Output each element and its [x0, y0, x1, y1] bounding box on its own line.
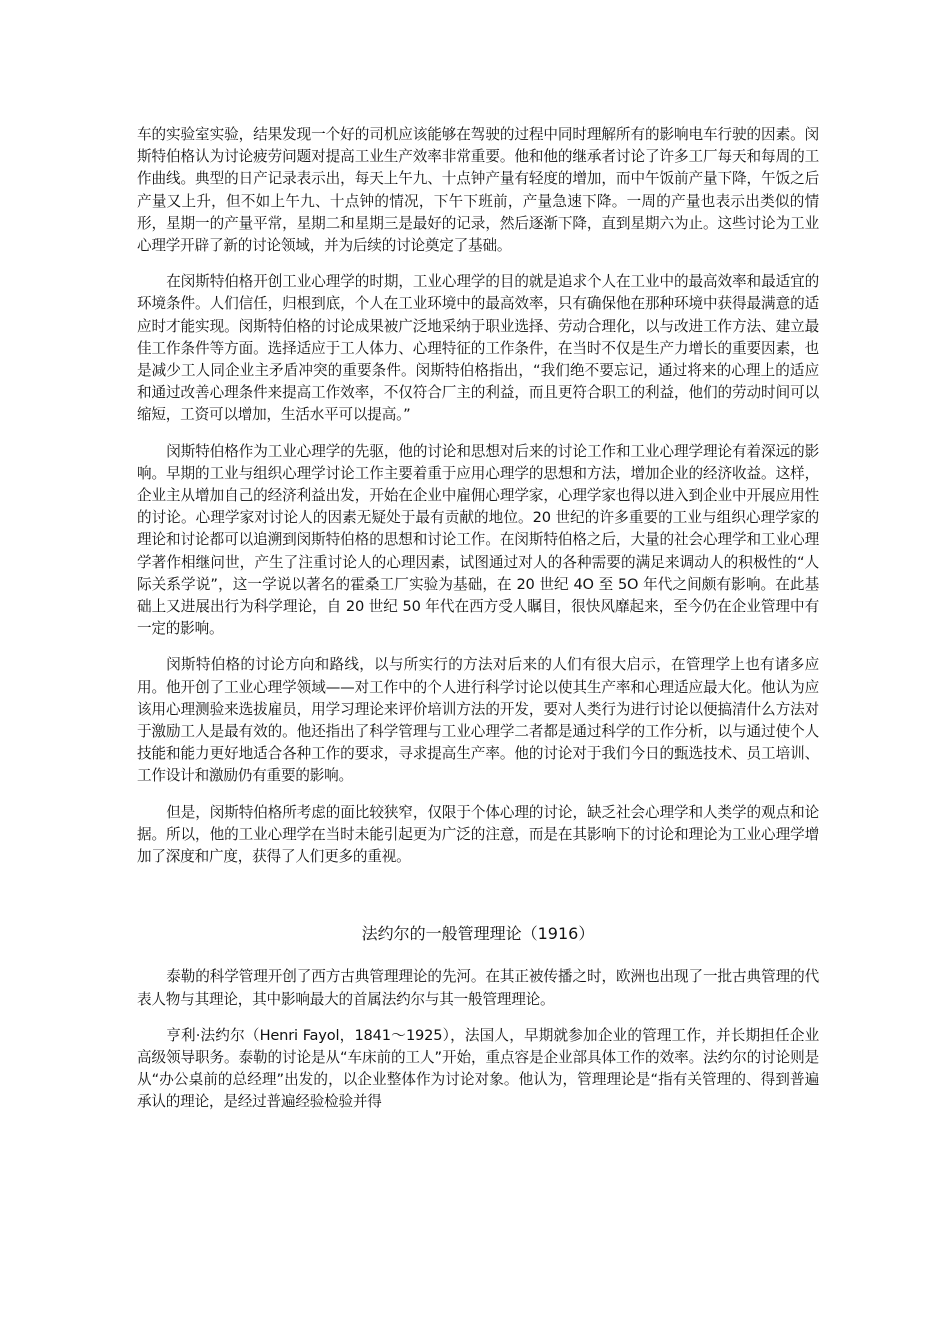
paragraph-gap	[137, 1011, 819, 1025]
paragraph: 亨利·法约尔（Henri Fayol，1841～1925），法国人，早期就参加企业的管理工作，并长期担任企业高级领导职务。泰勒的讨论是从“车床前的工人”开始，重点容是企业部具体工作的效率。法约尔的讨论则是从“办公桌前的总经理”出发的，以企业整体作为讨论对象。他认为，管理理论是“指有关管理的、得到普遍承认的理论，是经过普遍经验检验并得	[137, 1026, 819, 1111]
paragraph: 闵斯特伯格作为工业心理学的先驱，他的讨论和思想对后来的讨论工作和工业心理学理论有着深远的影响。早期的工业与组织心理学讨论工作主要着重于应用心理学的思想和方法，增加企业的经济收益。这样，企业主从增加自己的经济利益出发，开始在企业中雇佣心理学家，心理学家也得以进入到企业中开展应用性的讨论。心理学家对讨论人的因素无疑处于最有贡献的地位。20 世纪的许多重要的工业与组织心理学家的理论和讨论都可以追溯到闵斯特伯格的思想和讨论工作。在闵斯特伯格之后，大量的社会心理学和工业心理学著作相继问世，产生了注重讨论人的心理因素，试图通过对人的各种需要的满足来调动人的积极性的“人际关系学说”，这一学说以著名的霍桑工厂实验为基础，在 20 世纪 4O 至 5O 年代之间颇有影响。在此基础上又进展出行为科学理论，自 20 世纪 50 年代在西方受人瞩目，很快风靡起来，至今仍在企业管理中有一定的影响。	[137, 442, 819, 638]
paragraph-gap	[137, 640, 819, 654]
paragraph-continuation: 车的实验室实验，结果发现一个好的司机应该能够在驾驶的过程中同时理解所有的影响电车行驶的因素。闵斯特伯格认为讨论疲劳问题对提高工业生产效率非常重要。他和他的继承者讨论了许多工厂每天和每周的工作曲线。典型的日产记录表示出，每天上午九、十点钟产量有轻度的增加，而中午饭前产量下降，午饭之后产量又上升，但不如上午九、十点钟的情况，下午下班前，产量急速下降。一周的产量也表示出类似的情形，星期一的产量平常，星期二和星期三是最好的记录，然后逐渐下降，直到星期六为止。这些讨论为工业心理学开辟了新的讨论领域，并为后续的讨论奠定了基础。	[137, 126, 819, 255]
paragraph-gap	[137, 427, 819, 441]
document-page	[137, 124, 819, 1114]
paragraph-gap	[137, 257, 819, 271]
section-heading: 法约尔的一般管理理论（1916）	[361, 924, 595, 944]
paragraph: 在闵斯特伯格开创工业心理学的时期，工业心理学的目的就是追求个人在工业中的最高效率和最适宜的环境条件。人们信任，归根到底，个人在工业环境中的最高效率，只有确保他在那种环境中获得最满意的适应时才能实现。闵斯特伯格的讨论成果被广泛地采纳于职业选择、劳动合理化，以与改进工作方法、建立最佳工作条件等方面。选择适应于工人体力、心理特征的工作条件，在当时不仅是生产力增长的重要因素，也是减少工人同企业主矛盾冲突的重要条件。闵斯特伯格指出，“我们绝不要忘记，通过将来的心理上的适应和通过改善心理条件来提高工作效率，不仅符合厂主的利益，而且更符合职工的利益，他们的劳动时间可以缩短，工资可以增加，生活水平可以提高。”	[137, 273, 819, 424]
paragraph-gap	[137, 788, 819, 802]
paragraph: 闵斯特伯格的讨论方向和路线，以与所实行的方法对后来的人们有很大启示，在管理学上也有诸多应用。他开创了工业心理学领域——对工作中的个人进行科学讨论以使其生产率和心理适应最大化。他认为应该用心理测验来选拔雇员，用学习理论来评价培训方法的开发，要对人类行为进行讨论以便搞清什么方法对于激励工人是最有效的。他还指出了科学管理与工业心理学二者都是通过科学的工作分析，以与通过使个人技能和能力更好地适合各种工作的要求，寻求提高生产率。他的讨论对于我们今日的甄选技术、员工培训、工作设计和激励仍有重要的影响。	[137, 656, 819, 785]
paragraph: 但是，闵斯特伯格所考虑的面比较狭窄，仅限于个体心理的讨论，缺乏社会心理学和人类学的观点和论据。所以，他的工业心理学在当时未能引起更为广泛的注意，而是在其影响下的讨论和理论为工业心理学增加了深度和广度，获得了人们更多的重视。	[137, 803, 819, 866]
section-gap	[137, 868, 819, 922]
paragraph: 泰勒的科学管理开创了西方古典管理理论的先河。在其正被传播之时，欧洲也出现了一批古典管理的代表人物与其理论，其中影响最大的首属法约尔与其一般管理理论。	[137, 968, 819, 1008]
section-gap	[137, 946, 819, 966]
